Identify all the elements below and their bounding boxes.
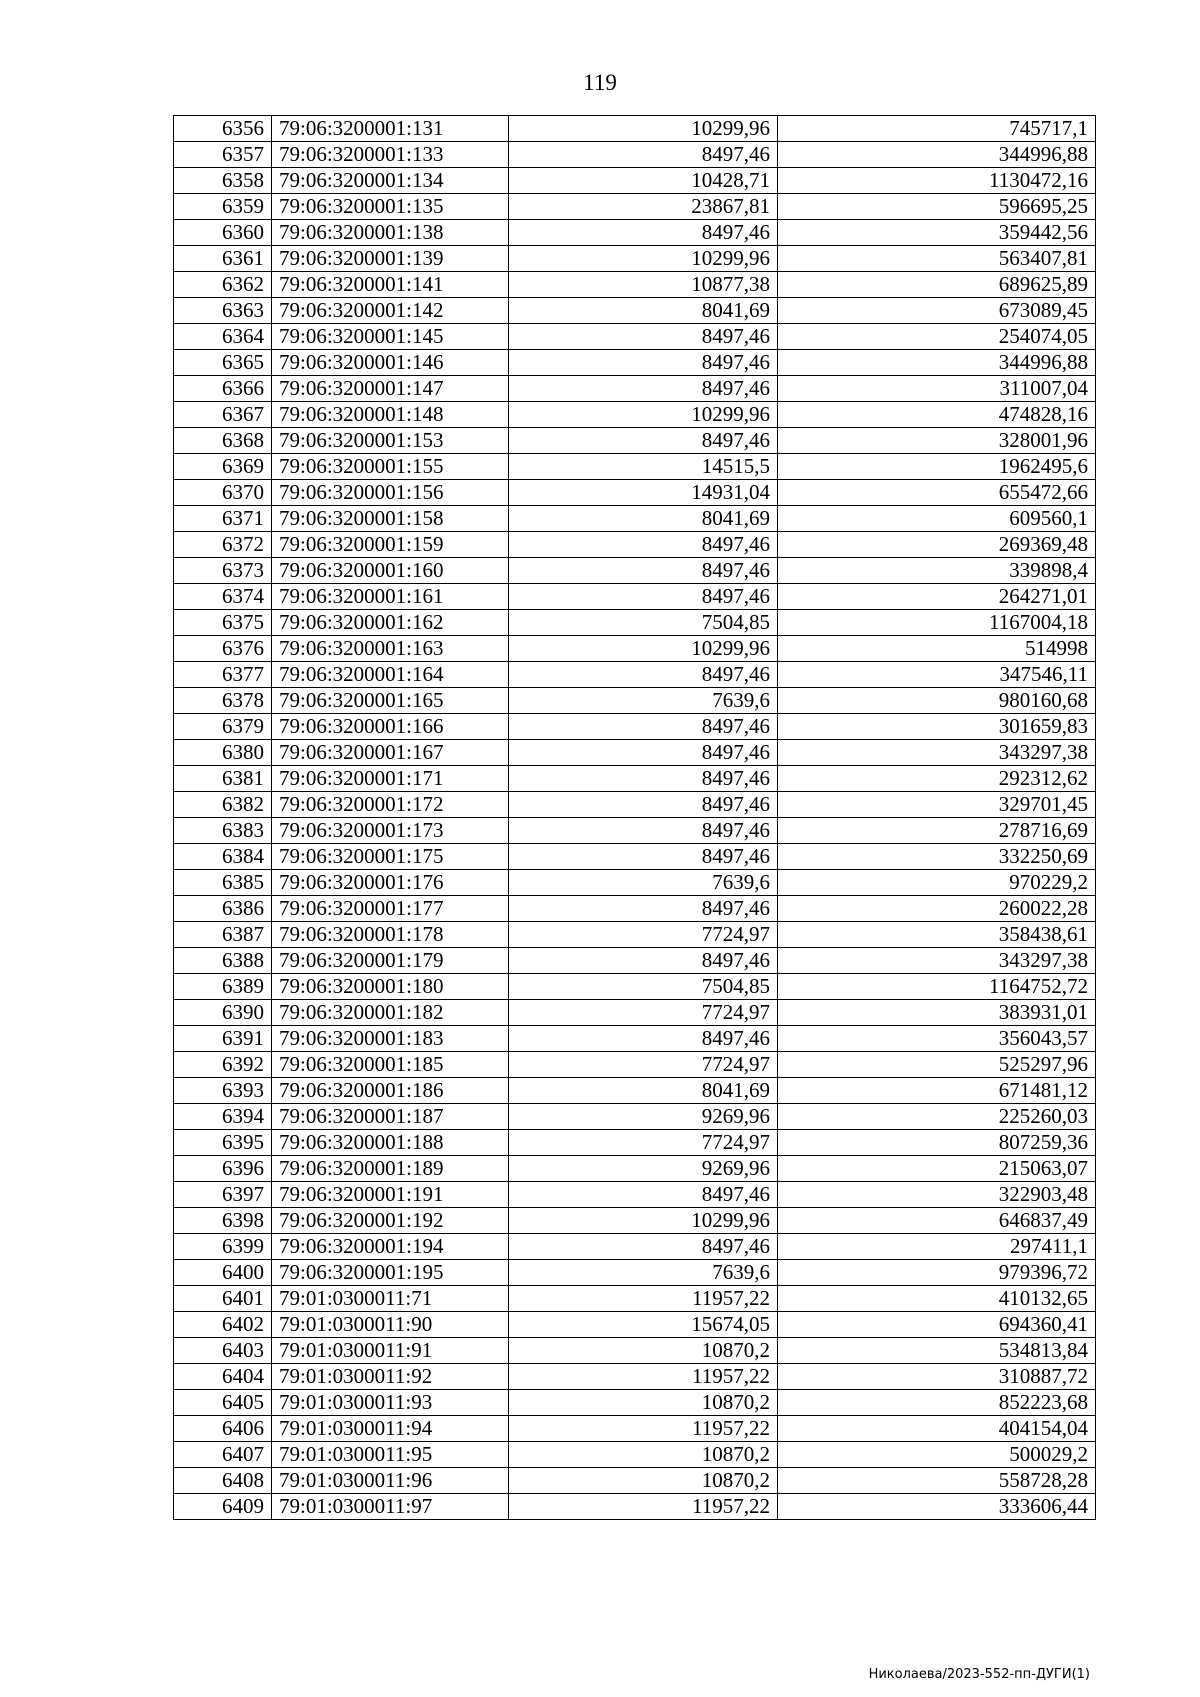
table-row	[174, 1104, 1096, 1130]
total-cell: 1962495,6	[778, 454, 1096, 480]
cadastral-number-cell: 79:06:3200001:165	[272, 688, 509, 714]
value-cell: 8497,46	[509, 714, 778, 740]
value-cell: 10299,96	[509, 636, 778, 662]
cadastral-number-cell: 79:06:3200001:195	[272, 1260, 509, 1286]
row-number-cell: 6357	[174, 142, 272, 168]
table-row	[174, 246, 1096, 272]
value-cell: 10299,96	[509, 1208, 778, 1234]
total-cell: 596695,25	[778, 194, 1096, 220]
row-number-cell: 6359	[174, 194, 272, 220]
cadastral-number-cell: 79:06:3200001:175	[272, 844, 509, 870]
value-cell: 10299,96	[509, 116, 778, 142]
cadastral-number-cell: 79:06:3200001:162	[272, 610, 509, 636]
row-number-cell: 6377	[174, 662, 272, 688]
table-row	[174, 1260, 1096, 1286]
table-row	[174, 168, 1096, 194]
table-row	[174, 532, 1096, 558]
cadastral-number-cell: 79:06:3200001:163	[272, 636, 509, 662]
total-cell: 264271,01	[778, 584, 1096, 610]
value-cell: 14931,04	[509, 480, 778, 506]
total-cell: 301659,83	[778, 714, 1096, 740]
cadastral-number-cell: 79:06:3200001:183	[272, 1026, 509, 1052]
total-cell: 500029,2	[778, 1442, 1096, 1468]
row-number-cell: 6407	[174, 1442, 272, 1468]
cadastral-number-cell: 79:06:3200001:134	[272, 168, 509, 194]
row-number-cell: 6382	[174, 792, 272, 818]
cadastral-number-cell: 79:06:3200001:187	[272, 1104, 509, 1130]
value-cell: 8497,46	[509, 1026, 778, 1052]
table-row	[174, 116, 1096, 142]
table-row	[174, 896, 1096, 922]
value-cell: 10428,71	[509, 168, 778, 194]
row-number-cell: 6397	[174, 1182, 272, 1208]
cadastral-number-cell: 79:06:3200001:192	[272, 1208, 509, 1234]
total-cell: 609560,1	[778, 506, 1096, 532]
total-cell: 474828,16	[778, 402, 1096, 428]
cadastral-number-cell: 79:06:3200001:148	[272, 402, 509, 428]
table-row	[174, 1442, 1096, 1468]
cadastral-number-cell: 79:06:3200001:153	[272, 428, 509, 454]
value-cell: 8497,46	[509, 662, 778, 688]
row-number-cell: 6388	[174, 948, 272, 974]
cadastral-number-cell: 79:06:3200001:155	[272, 454, 509, 480]
value-cell: 8497,46	[509, 844, 778, 870]
table-row	[174, 350, 1096, 376]
value-cell: 11957,22	[509, 1494, 778, 1520]
table-row	[174, 1390, 1096, 1416]
cadastral-number-cell: 79:06:3200001:164	[272, 662, 509, 688]
cadastral-number-cell: 79:06:3200001:156	[272, 480, 509, 506]
row-number-cell: 6394	[174, 1104, 272, 1130]
row-number-cell: 6376	[174, 636, 272, 662]
total-cell: 332250,69	[778, 844, 1096, 870]
row-number-cell: 6365	[174, 350, 272, 376]
total-cell: 225260,03	[778, 1104, 1096, 1130]
cadastral-number-cell: 79:01:0300011:90	[272, 1312, 509, 1338]
total-cell: 852223,68	[778, 1390, 1096, 1416]
cadastral-number-cell: 79:06:3200001:194	[272, 1234, 509, 1260]
total-cell: 558728,28	[778, 1468, 1096, 1494]
table-row	[174, 220, 1096, 246]
table-row	[174, 1182, 1096, 1208]
total-cell: 970229,2	[778, 870, 1096, 896]
total-cell: 807259,36	[778, 1130, 1096, 1156]
table-row	[174, 818, 1096, 844]
total-cell: 410132,65	[778, 1286, 1096, 1312]
row-number-cell: 6403	[174, 1338, 272, 1364]
page-number: 119	[583, 70, 617, 95]
total-cell: 646837,49	[778, 1208, 1096, 1234]
table-row	[174, 714, 1096, 740]
row-number-cell: 6371	[174, 506, 272, 532]
value-cell: 10299,96	[509, 246, 778, 272]
row-number-cell: 6400	[174, 1260, 272, 1286]
cadastral-number-cell: 79:01:0300011:94	[272, 1416, 509, 1442]
table-row	[174, 922, 1096, 948]
row-number-cell: 6372	[174, 532, 272, 558]
cadastral-number-cell: 79:06:3200001:131	[272, 116, 509, 142]
total-cell: 333606,44	[778, 1494, 1096, 1520]
total-cell: 344996,88	[778, 350, 1096, 376]
cadastral-number-cell: 79:06:3200001:188	[272, 1130, 509, 1156]
row-number-cell: 6405	[174, 1390, 272, 1416]
row-number-cell: 6361	[174, 246, 272, 272]
table-row	[174, 740, 1096, 766]
value-cell: 8497,46	[509, 948, 778, 974]
total-cell: 383931,01	[778, 1000, 1096, 1026]
row-number-cell: 6404	[174, 1364, 272, 1390]
total-cell: 673089,45	[778, 298, 1096, 324]
cadastral-number-cell: 79:01:0300011:96	[272, 1468, 509, 1494]
document-footer: Николаева/2023-552-пп-ДУГИ(1)	[868, 1667, 1090, 1682]
cadastral-number-cell: 79:01:0300011:93	[272, 1390, 509, 1416]
value-cell: 7724,97	[509, 1000, 778, 1026]
total-cell: 329701,45	[778, 792, 1096, 818]
value-cell: 8497,46	[509, 532, 778, 558]
row-number-cell: 6395	[174, 1130, 272, 1156]
cadastral-number-cell: 79:06:3200001:145	[272, 324, 509, 350]
total-cell: 980160,68	[778, 688, 1096, 714]
total-cell: 254074,05	[778, 324, 1096, 350]
table-row	[174, 272, 1096, 298]
value-cell: 10870,2	[509, 1338, 778, 1364]
cadastral-number-cell: 79:01:0300011:92	[272, 1364, 509, 1390]
value-cell: 8041,69	[509, 1078, 778, 1104]
total-cell: 347546,11	[778, 662, 1096, 688]
row-number-cell: 6362	[174, 272, 272, 298]
row-number-cell: 6384	[174, 844, 272, 870]
table-row	[174, 662, 1096, 688]
cadastral-number-cell: 79:06:3200001:179	[272, 948, 509, 974]
table-row	[174, 1286, 1096, 1312]
row-number-cell: 6378	[174, 688, 272, 714]
value-cell: 23867,81	[509, 194, 778, 220]
table-row	[174, 870, 1096, 896]
total-cell: 356043,57	[778, 1026, 1096, 1052]
table-row	[174, 402, 1096, 428]
value-cell: 8497,46	[509, 740, 778, 766]
table-row	[174, 584, 1096, 610]
row-number-cell: 6393	[174, 1078, 272, 1104]
table-row	[174, 1156, 1096, 1182]
total-cell: 322903,48	[778, 1182, 1096, 1208]
value-cell: 11957,22	[509, 1364, 778, 1390]
table-row	[174, 688, 1096, 714]
value-cell: 8497,46	[509, 350, 778, 376]
row-number-cell: 6390	[174, 1000, 272, 1026]
total-cell: 1167004,18	[778, 610, 1096, 636]
cadastral-number-cell: 79:06:3200001:189	[272, 1156, 509, 1182]
value-cell: 11957,22	[509, 1286, 778, 1312]
total-cell: 260022,28	[778, 896, 1096, 922]
table-row	[174, 1000, 1096, 1026]
value-cell: 8497,46	[509, 220, 778, 246]
cadastral-number-cell: 79:06:3200001:166	[272, 714, 509, 740]
total-cell: 534813,84	[778, 1338, 1096, 1364]
cadastral-number-cell: 79:06:3200001:191	[272, 1182, 509, 1208]
total-cell: 404154,04	[778, 1416, 1096, 1442]
value-cell: 8497,46	[509, 584, 778, 610]
table-row	[174, 1494, 1096, 1520]
value-cell: 8041,69	[509, 506, 778, 532]
total-cell: 310887,72	[778, 1364, 1096, 1390]
table-row	[174, 142, 1096, 168]
row-number-cell: 6389	[174, 974, 272, 1000]
row-number-cell: 6383	[174, 818, 272, 844]
cadastral-number-cell: 79:06:3200001:180	[272, 974, 509, 1000]
value-cell: 8497,46	[509, 558, 778, 584]
total-cell: 358438,61	[778, 922, 1096, 948]
value-cell: 10870,2	[509, 1390, 778, 1416]
table-row	[174, 558, 1096, 584]
table-row	[174, 428, 1096, 454]
row-number-cell: 6360	[174, 220, 272, 246]
row-number-cell: 6363	[174, 298, 272, 324]
cadastral-number-cell: 79:06:3200001:160	[272, 558, 509, 584]
table-row	[174, 766, 1096, 792]
total-cell: 689625,89	[778, 272, 1096, 298]
value-cell: 8497,46	[509, 792, 778, 818]
row-number-cell: 6374	[174, 584, 272, 610]
cadastral-number-cell: 79:06:3200001:177	[272, 896, 509, 922]
value-cell: 10870,2	[509, 1468, 778, 1494]
value-cell: 14515,5	[509, 454, 778, 480]
total-cell: 269369,48	[778, 532, 1096, 558]
row-number-cell: 6375	[174, 610, 272, 636]
total-cell: 563407,81	[778, 246, 1096, 272]
row-number-cell: 6385	[174, 870, 272, 896]
table-row	[174, 454, 1096, 480]
table-row	[174, 376, 1096, 402]
row-number-cell: 6368	[174, 428, 272, 454]
total-cell: 215063,07	[778, 1156, 1096, 1182]
total-cell: 745717,1	[778, 116, 1096, 142]
value-cell: 7639,6	[509, 870, 778, 896]
total-cell: 979396,72	[778, 1260, 1096, 1286]
row-number-cell: 6409	[174, 1494, 272, 1520]
table-row	[174, 1208, 1096, 1234]
total-cell: 343297,38	[778, 948, 1096, 974]
table-row	[174, 1468, 1096, 1494]
table-row	[174, 1052, 1096, 1078]
value-cell: 7639,6	[509, 1260, 778, 1286]
value-cell: 8497,46	[509, 324, 778, 350]
cadastral-number-cell: 79:06:3200001:167	[272, 740, 509, 766]
table-row	[174, 948, 1096, 974]
value-cell: 8497,46	[509, 766, 778, 792]
cadastral-number-cell: 79:06:3200001:141	[272, 272, 509, 298]
total-cell: 694360,41	[778, 1312, 1096, 1338]
cadastral-number-cell: 79:01:0300011:91	[272, 1338, 509, 1364]
total-cell: 1130472,16	[778, 168, 1096, 194]
cadastral-number-cell: 79:06:3200001:178	[272, 922, 509, 948]
total-cell: 655472,66	[778, 480, 1096, 506]
total-cell: 328001,96	[778, 428, 1096, 454]
total-cell: 343297,38	[778, 740, 1096, 766]
cadastral-number-cell: 79:01:0300011:71	[272, 1286, 509, 1312]
table-row	[174, 1312, 1096, 1338]
cadastral-number-cell: 79:06:3200001:186	[272, 1078, 509, 1104]
cadastral-number-cell: 79:06:3200001:171	[272, 766, 509, 792]
row-number-cell: 6406	[174, 1416, 272, 1442]
total-cell: 514998	[778, 636, 1096, 662]
row-number-cell: 6396	[174, 1156, 272, 1182]
row-number-cell: 6386	[174, 896, 272, 922]
row-number-cell: 6366	[174, 376, 272, 402]
value-cell: 7724,97	[509, 1052, 778, 1078]
value-cell: 10870,2	[509, 1442, 778, 1468]
total-cell: 339898,4	[778, 558, 1096, 584]
total-cell: 344996,88	[778, 142, 1096, 168]
row-number-cell: 6364	[174, 324, 272, 350]
total-cell: 311007,04	[778, 376, 1096, 402]
table-row	[174, 480, 1096, 506]
value-cell: 15674,05	[509, 1312, 778, 1338]
cadastral-number-cell: 79:06:3200001:133	[272, 142, 509, 168]
value-cell: 7504,85	[509, 974, 778, 1000]
row-number-cell: 6402	[174, 1312, 272, 1338]
value-cell: 10877,38	[509, 272, 778, 298]
row-number-cell: 6408	[174, 1468, 272, 1494]
value-cell: 7504,85	[509, 610, 778, 636]
cadastral-number-cell: 79:06:3200001:176	[272, 870, 509, 896]
cadastral-number-cell: 79:06:3200001:159	[272, 532, 509, 558]
row-number-cell: 6358	[174, 168, 272, 194]
row-number-cell: 6391	[174, 1026, 272, 1052]
row-number-cell: 6398	[174, 1208, 272, 1234]
cadastral-number-cell: 79:06:3200001:173	[272, 818, 509, 844]
total-cell: 525297,96	[778, 1052, 1096, 1078]
table-row	[174, 974, 1096, 1000]
value-cell: 7724,97	[509, 922, 778, 948]
cadastral-number-cell: 79:06:3200001:147	[272, 376, 509, 402]
value-cell: 9269,96	[509, 1104, 778, 1130]
row-number-cell: 6370	[174, 480, 272, 506]
table-row	[174, 1078, 1096, 1104]
row-number-cell: 6399	[174, 1234, 272, 1260]
value-cell: 8497,46	[509, 142, 778, 168]
cadastral-number-cell: 79:06:3200001:142	[272, 298, 509, 324]
row-number-cell: 6387	[174, 922, 272, 948]
value-cell: 10299,96	[509, 402, 778, 428]
data-table	[173, 115, 1096, 1520]
table-row	[174, 1416, 1096, 1442]
row-number-cell: 6367	[174, 402, 272, 428]
table-row	[174, 506, 1096, 532]
cadastral-number-cell: 79:06:3200001:158	[272, 506, 509, 532]
cadastral-number-cell: 79:06:3200001:138	[272, 220, 509, 246]
value-cell: 8497,46	[509, 1234, 778, 1260]
table-row	[174, 844, 1096, 870]
value-cell: 8497,46	[509, 1182, 778, 1208]
table-row	[174, 792, 1096, 818]
value-cell: 8497,46	[509, 428, 778, 454]
value-cell: 8497,46	[509, 818, 778, 844]
table-row	[174, 1338, 1096, 1364]
total-cell: 1164752,72	[778, 974, 1096, 1000]
row-number-cell: 6401	[174, 1286, 272, 1312]
value-cell: 7724,97	[509, 1130, 778, 1156]
value-cell: 9269,96	[509, 1156, 778, 1182]
table-row	[174, 636, 1096, 662]
table-row	[174, 1130, 1096, 1156]
cadastral-number-cell: 79:06:3200001:146	[272, 350, 509, 376]
cadastral-number-cell: 79:06:3200001:161	[272, 584, 509, 610]
table-row	[174, 324, 1096, 350]
cadastral-number-cell: 79:06:3200001:139	[272, 246, 509, 272]
table-row	[174, 1026, 1096, 1052]
row-number-cell: 6381	[174, 766, 272, 792]
row-number-cell: 6369	[174, 454, 272, 480]
cadastral-number-cell: 79:06:3200001:135	[272, 194, 509, 220]
table-row	[174, 1234, 1096, 1260]
table-body	[174, 116, 1096, 1520]
table-row	[174, 610, 1096, 636]
cadastral-number-cell: 79:06:3200001:185	[272, 1052, 509, 1078]
table-row	[174, 194, 1096, 220]
row-number-cell: 6356	[174, 116, 272, 142]
total-cell: 278716,69	[778, 818, 1096, 844]
table-row	[174, 298, 1096, 324]
total-cell: 359442,56	[778, 220, 1096, 246]
cadastral-number-cell: 79:06:3200001:172	[272, 792, 509, 818]
total-cell: 292312,62	[778, 766, 1096, 792]
cadastral-number-cell: 79:01:0300011:95	[272, 1442, 509, 1468]
cadastral-number-cell: 79:01:0300011:97	[272, 1494, 509, 1520]
value-cell: 8041,69	[509, 298, 778, 324]
value-cell: 8497,46	[509, 896, 778, 922]
row-number-cell: 6392	[174, 1052, 272, 1078]
cadastral-number-cell: 79:06:3200001:182	[272, 1000, 509, 1026]
table-row	[174, 1364, 1096, 1390]
total-cell: 297411,1	[778, 1234, 1096, 1260]
value-cell: 7639,6	[509, 688, 778, 714]
row-number-cell: 6373	[174, 558, 272, 584]
row-number-cell: 6379	[174, 714, 272, 740]
value-cell: 8497,46	[509, 376, 778, 402]
row-number-cell: 6380	[174, 740, 272, 766]
total-cell: 671481,12	[778, 1078, 1096, 1104]
value-cell: 11957,22	[509, 1416, 778, 1442]
